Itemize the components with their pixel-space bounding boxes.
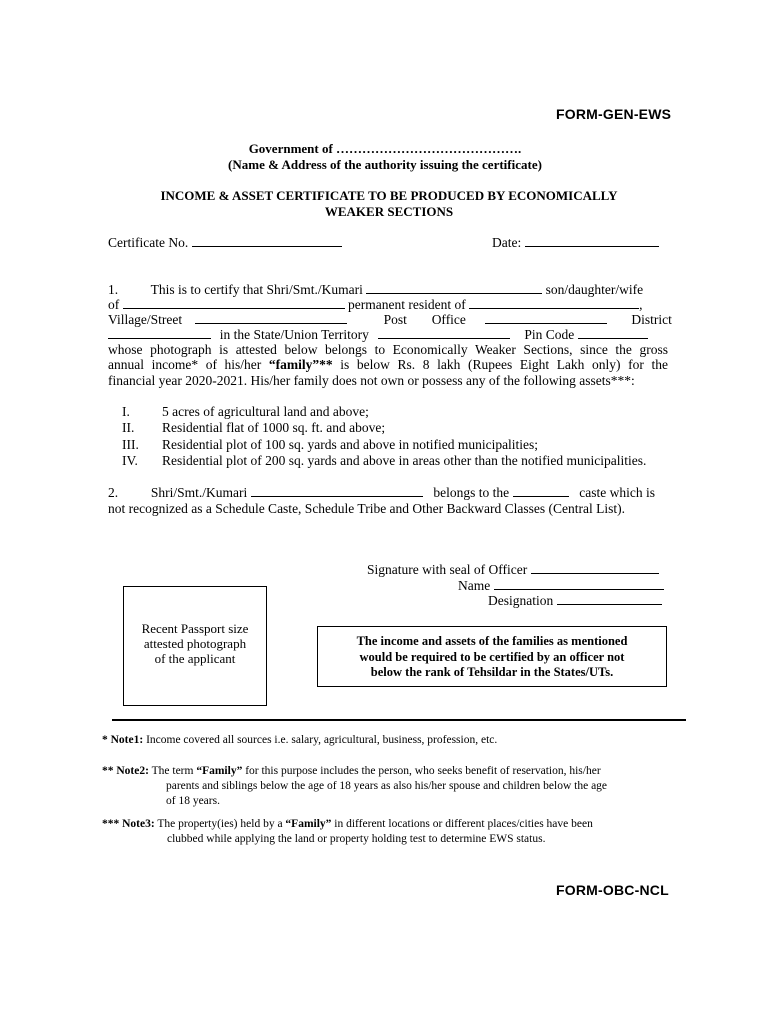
designation-field: [488, 593, 662, 609]
certificate-no-blank[interactable]: [192, 235, 342, 247]
designation-blank[interactable]: [557, 593, 662, 605]
signature-field: [367, 562, 659, 578]
resident-text: permanent resident of: [348, 297, 466, 312]
state-label: in the State/Union Territory: [219, 327, 369, 342]
certificate-title-line1: INCOME & ASSET CERTIFICATE TO BE PRODUCED BY ECONOMICALLY: [160, 188, 618, 203]
note3-family-term: “Family”: [285, 818, 332, 830]
of-text: of: [108, 297, 120, 312]
office-label: Office: [431, 312, 466, 327]
section1-para-line1: whose photograph is attested below belongs to Economically Weaker Sections, since the gross: [108, 342, 668, 357]
section1-line2: [108, 297, 668, 313]
applicant-name-blank[interactable]: [366, 282, 542, 294]
designation-label: Designation: [488, 593, 554, 608]
form-code-top: FORM-GEN-EWS: [556, 106, 672, 122]
notice-line3: below the rank of Tehsildar in the States/UTs.: [370, 665, 614, 679]
post-office-blank[interactable]: [485, 312, 607, 324]
section1-certify-text: This is to certify that Shri/Smt./Kumari: [150, 282, 363, 297]
certificate-no-label: Certificate No.: [108, 235, 189, 250]
pin-code-blank[interactable]: [578, 327, 648, 339]
photo-box-line3: of the applicant: [154, 651, 236, 666]
section2-belongs-text: belongs to the: [433, 485, 510, 500]
para-limit-text: is below Rs. 8 lakh (Rupees Eight Lakh only) for the: [332, 357, 668, 372]
note3-post: in different locations or different places/cities have been: [331, 818, 593, 830]
note1-label: * Note1:: [102, 734, 144, 746]
state-blank[interactable]: [378, 327, 510, 339]
post-label: Post: [383, 312, 407, 327]
asset-item-4: IV. Residential plot of 200 sq. yards and above in areas other than the notified municipalities.: [122, 453, 647, 468]
section2-name-label: Shri/Smt./Kumari: [150, 485, 248, 500]
section2-name-blank[interactable]: [251, 485, 423, 497]
note3-line2: clubbed while applying the land or property holding test to determine EWS status.: [167, 833, 546, 845]
government-line: Government of …………………………………….: [248, 141, 522, 156]
photo-box-line1: Recent Passport size: [141, 621, 249, 636]
caste-blank[interactable]: [513, 485, 569, 497]
district-label: District: [631, 312, 672, 327]
note2-post: for this purpose includes the person, who seeks benefit of reservation, his/her: [242, 765, 601, 777]
section2-number: 2.: [108, 485, 119, 500]
section1-line1: [108, 282, 668, 298]
notice-box: [317, 626, 667, 687]
certificate-no-field: [108, 234, 342, 251]
signature-label: Signature with seal of Officer: [367, 562, 528, 577]
para-family-term: “family”**: [268, 357, 333, 372]
section1-line4: [108, 327, 668, 343]
parent-name-blank[interactable]: [123, 297, 345, 309]
asset-item-2: II. Residential flat of 1000 sq. ft. and above;: [122, 420, 386, 435]
para-income-text: annual income* of his/her: [108, 357, 269, 372]
section2-line2: not recognized as a Schedule Caste, Schedule Tribe and Other Backward Classes (Central List).: [108, 501, 625, 516]
date-blank[interactable]: [525, 235, 659, 247]
note2-family-term: “Family”: [196, 765, 243, 777]
photo-box[interactable]: [123, 586, 267, 706]
note1-text: Income covered all sources i.e. salary, agricultural, business, profession, etc.: [143, 734, 498, 746]
relation-text: son/daughter/wife: [545, 282, 644, 297]
note3-label: *** Note3:: [102, 818, 155, 830]
village-street-blank[interactable]: [195, 312, 347, 324]
asset-item-3: III. Residential plot of 100 sq. yards and above in notified municipalities;: [122, 437, 539, 452]
pin-code-label: Pin Code: [524, 327, 575, 342]
date-field: [492, 234, 659, 251]
notes-divider: [112, 719, 686, 721]
note2-line2: parents and siblings below the age of 18 years as also his/her spouse and children below the age: [166, 780, 608, 792]
notice-line2: would be required to be certified by an officer not: [359, 649, 625, 664]
name-field: [458, 578, 664, 594]
section1-para-line2: [108, 357, 668, 373]
note2: [102, 764, 601, 779]
authority-line: (Name & Address of the authority issuing the certificate): [228, 157, 542, 172]
section1-para-line3: financial year 2020-2021. His/her family does not own or possess any of the following assets***:: [108, 373, 635, 388]
note3: [102, 817, 593, 832]
residence-blank[interactable]: [469, 297, 639, 309]
notice-line1: The income and assets of the families as mentioned: [356, 634, 628, 648]
section2-line1: [108, 485, 668, 501]
note1: [102, 733, 497, 748]
note2-line3: of 18 years.: [166, 795, 220, 807]
section1-number: 1.: [108, 282, 119, 297]
comma-text: ,: [639, 297, 643, 312]
section1-line3: [108, 312, 672, 328]
note2-label: ** Note2:: [102, 765, 149, 777]
note3-pre: The property(ies) held by a: [154, 818, 286, 830]
asset-item-1: I. 5 acres of agricultural land and above;: [122, 404, 369, 419]
signature-blank[interactable]: [531, 562, 659, 574]
date-label: Date:: [492, 235, 522, 250]
name-blank[interactable]: [494, 578, 664, 590]
district-blank[interactable]: [108, 327, 211, 339]
photo-box-line2: attested photograph: [143, 636, 247, 651]
section2-caste-text: caste which is: [579, 485, 655, 500]
village-street-label: Village/Street: [108, 312, 183, 327]
certificate-title-line2: WEAKER SECTIONS: [324, 204, 454, 219]
name-label: Name: [458, 578, 491, 593]
note2-pre: The term: [148, 765, 197, 777]
form-code-bottom: FORM-OBC-NCL: [556, 882, 669, 898]
